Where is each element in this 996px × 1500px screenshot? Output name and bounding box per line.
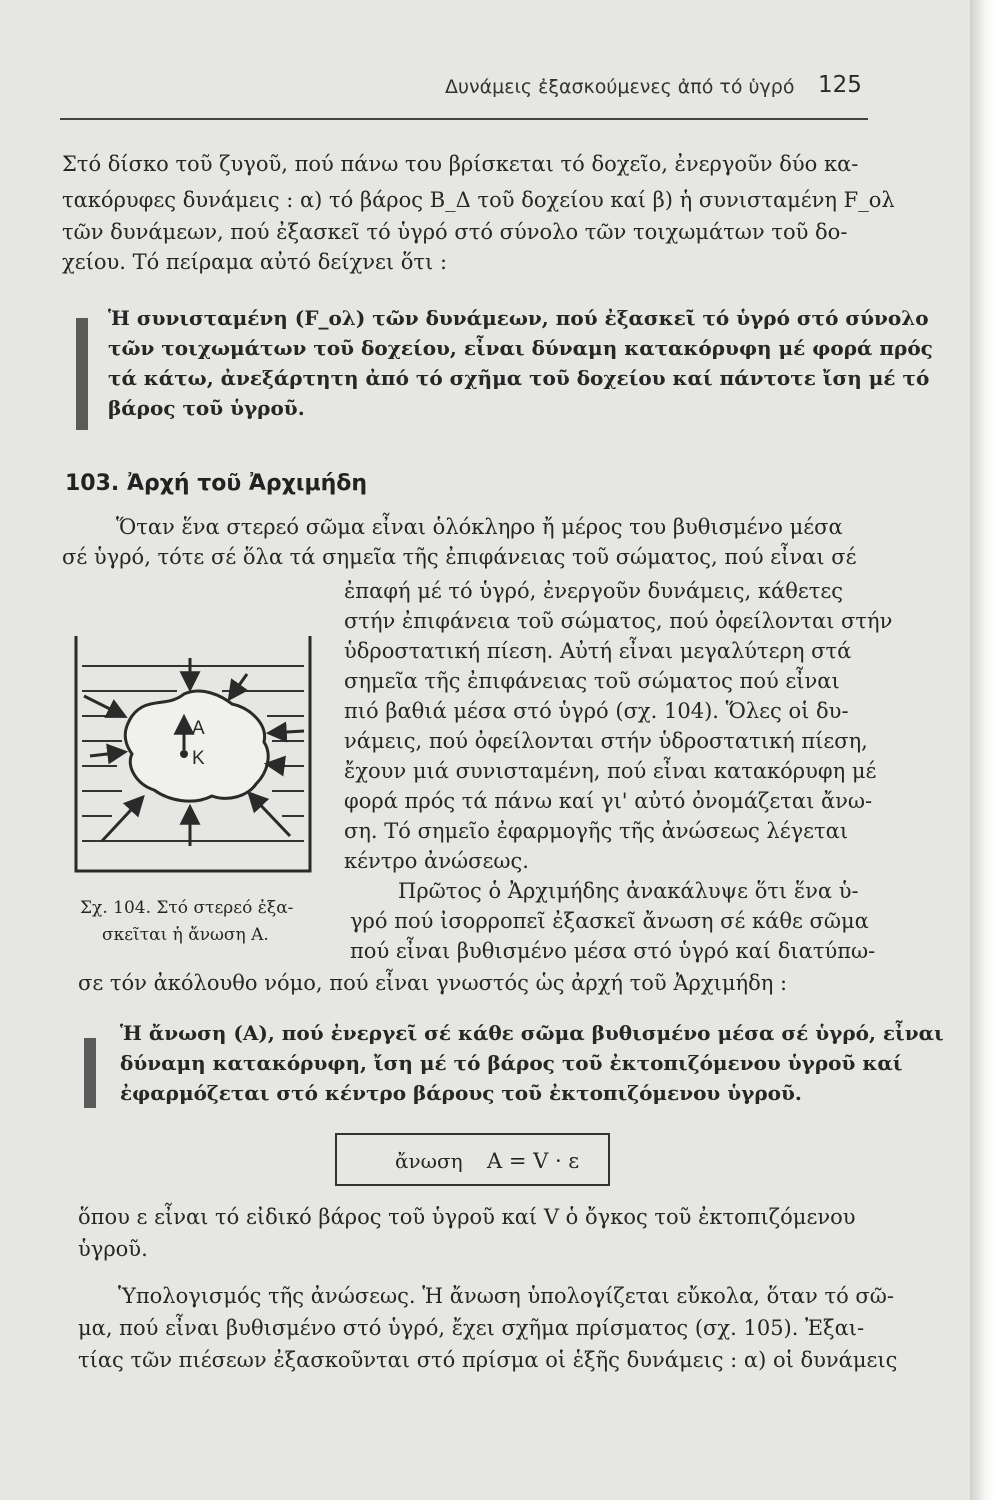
figure-caption: [80, 895, 293, 949]
formula-expression: A = V · ε: [487, 1149, 580, 1173]
buoyancy-formula-box: [335, 1133, 610, 1186]
text-line: κέντρο ἀνώσεως.: [344, 849, 529, 873]
paragraph-archimedes-wrap: [350, 876, 875, 966]
text-line: σημεῖα τῆς ἐπιφάνειας τοῦ σώματος πού εἶναι: [344, 669, 840, 693]
text-line: Ἡ συνισταμένη (F_ολ) τῶν δυνάμεων, πού ἐξασκεῖ τό ὑγρό στό σύνολο: [108, 306, 929, 330]
running-head-title: Δυνάμεις ἐξασκούμενες ἀπό τό ὑγρό: [445, 76, 795, 98]
label-A: A: [192, 718, 205, 739]
rule-total-force: [108, 303, 933, 423]
caption-line: σκεῖται ἡ ἄνωση Α.: [102, 925, 269, 945]
page-number: 125: [818, 72, 862, 98]
book-binding-edge: [970, 0, 996, 1500]
text-line: ἐφαρμόζεται στό κέντρο βάρους τοῦ ἐκτοπιζόμενου ὑγροῦ.: [120, 1081, 802, 1105]
text-line: δύναμη κατακόρυφη, ἴση μέ τό βάρος τοῦ ἐκτοπιζόμενου ὑγροῦ καί: [120, 1051, 903, 1075]
text-line: ὑδροστατική πίεση. Αὐτή εἶναι μεγαλύτερη στά: [344, 639, 852, 663]
center-of-buoyancy-point: [180, 750, 188, 758]
text-line: νάμεις, πού ὀφείλονται στήν ὑδροστατική πίεση,: [344, 729, 868, 753]
text-line: γρό πού ἰσορροπεῖ ἐξασκεῖ ἄνωση σέ κάθε σῶμα: [350, 909, 869, 933]
caption-line: Σχ. 104. Στό στερεό ἐξα-: [80, 898, 294, 918]
figure-104-drawing: [72, 636, 322, 881]
text-line: ἐπαφή μέ τό ὑγρό, ἐνεργοῦν δυνάμεις, κάθετες: [344, 579, 843, 603]
text-line: πού εἶναι βυθισμένο μέσα στό ὑγρό καί διατύπω-: [350, 939, 876, 963]
section-title: Ἀρχή τοῦ Ἀρχιμήδη: [126, 471, 368, 496]
text-line: τῶν τοιχωμάτων τοῦ δοχείου, εἶναι δύναμη κατακόρυφη μέ φορά πρός: [108, 336, 933, 360]
rule-highlight-bar: [76, 318, 88, 430]
text-line: ὅπου ε εἶναι τό εἰδικό βάρος τοῦ ὑγροῦ καί V ὁ ὄγκος τοῦ ἐκτοπιζόμενου: [78, 1205, 856, 1229]
text-line: Στό δίσκο τοῦ ζυγοῦ, πού πάνω του βρίσκεται τό δοχεῖο, ἐνεργοῦν δύο κα-: [62, 152, 859, 176]
rule-archimedes-principle: [120, 1018, 944, 1108]
text-line: μα, πού εἶναι βυθισμένο στό ὑγρό, ἔχει σχῆμα πρίσματος (σχ. 105). Ἐξαι-: [78, 1316, 865, 1340]
text-line: Ὅταν ἕνα στερεό σῶμα εἶναι ὁλόκληρο ἤ μέρος του βυθισμένο μέσα: [116, 515, 843, 539]
text-line: Ὑπολογισμός τῆς ἀνώσεως. Ἡ ἄνωση ὑπολογίζεται εὔκολα, ὅταν τό σῶ-: [118, 1284, 894, 1308]
submerged-body: [125, 691, 268, 801]
label-K: K: [192, 748, 205, 769]
rule-highlight-bar: [84, 1038, 96, 1108]
text-line: ση. Τό σημεῖο ἐφαρμογῆς τῆς ἀνώσεως λέγεται: [344, 819, 849, 843]
header-rule: [60, 118, 868, 120]
section-number: 103.: [65, 471, 120, 496]
text-line: Πρῶτος ὁ Ἀρχιμήδης ἀνακάλυψε ὅτι ἕνα ὑ-: [398, 879, 859, 903]
text-line: πιό βαθιά μέσα στό ὑγρό (σχ. 104). Ὅλες οἱ δυ-: [344, 699, 849, 723]
text-line: φορά πρός τά πάνω καί γι' αὐτό ὀνομάζεται ἄνω-: [344, 789, 873, 813]
text-line: βάρος τοῦ ὑγροῦ.: [108, 396, 305, 420]
text-line: ἔχουν μιά συνισταμένη, πού εἶναι κατακόρυφη μέ: [344, 759, 877, 783]
text-line: Ἡ ἄνωση (Α), πού ἐνεργεῖ σέ κάθε σῶμα βυθισμένο μέσα σέ ὑγρό, εἶναι: [120, 1021, 944, 1045]
formula-label: ἄνωση: [395, 1149, 463, 1173]
text-line: τῶν δυνάμεων, πού ἐξασκεῖ τό ὑγρό στό σύνολο τῶν τοιχωμάτων τοῦ δο-: [62, 220, 848, 244]
text-line: σέ ὑγρό, τότε σέ ὅλα τά σημεῖα τῆς ἐπιφάνειας τοῦ σώματος, πού εἶναι σέ: [62, 545, 857, 569]
paragraph-formula-explanation: [78, 1200, 856, 1264]
text-line: τακόρυφες δυνάμεις : α) τό βάρος B_Δ τοῦ δοχείου καί β) ἡ συνισταμένη F_ολ: [62, 188, 895, 212]
section-heading: [65, 471, 367, 496]
paragraph-pressure-wrap: [344, 576, 892, 876]
text-line: ὑγροῦ.: [78, 1237, 148, 1261]
text-line: χείου. Τό πείραμα αὐτό δείχνει ὅτι :: [62, 250, 448, 274]
text-line: τίας τῶν πιέσεων ἐξασκοῦνται στό πρίσμα οἱ ἑξῆς δυνάμεις : α) οἱ δυνάμεις: [78, 1348, 898, 1372]
text-line: σε τόν ἀκόλουθο νόμο, πού εἶναι γνωστός ὡς ἀρχή τοῦ Ἀρχιμήδη :: [78, 971, 788, 995]
paragraph-intro: [62, 145, 895, 277]
text-line: τά κάτω, ἀνεξάρτητη ἀπό τό σχῆμα τοῦ δοχείου καί πάντοτε ἴση μέ τό: [108, 366, 930, 390]
text-line: στήν ἐπιφάνεια τοῦ σώματος, πού ὀφείλονται στήν: [344, 609, 893, 633]
paragraph-pressure-full: [62, 512, 856, 572]
paragraph-archimedes-full: [78, 968, 787, 998]
figure-104: [72, 636, 322, 881]
paragraph-buoyancy-calculation: [78, 1280, 897, 1376]
